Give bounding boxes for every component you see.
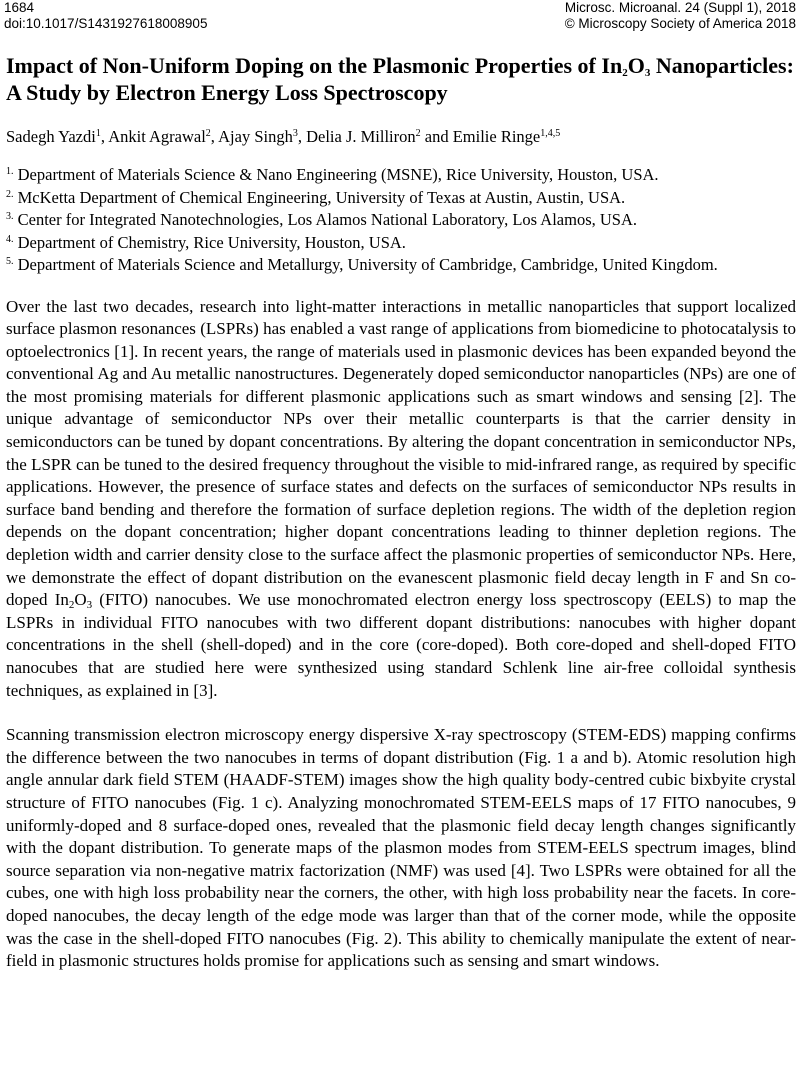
affiliation: $^{3.}$ Center for Integrated Nanotechnologies, Los Alamos National Laboratory, Los Alamos, USA. xyxy=(6,210,637,229)
body-paragraph-2: Scanning transmission electron microscopy energy dispersive X-ray spectroscopy (STEM-EDS) mapping confirms the difference between the two nanocubes in terms of dopant distribution (Fig. 1 a and b). Atomic resolution high angle annular dark field STEM (HAADF-STEM) images show the high quality body-centred cubic bixbyite crystal structure of FITO nanocubes (Fig. 1 c). Analyzing monochromated STEM-EELS maps of 17 FITO nanocubes, 9 uniformly-doped and 8 surface-doped ones, revealed that the plasmonic field decay length changes significantly with the dopant distribution. To generate maps of the plasmon modes from STEM-EELS spectrum images, blind source separation via non-negative matrix factorization (NMF) was used [4]. Two LSPRs were obtained for all the cubes, one with high loss probability near the corners, the other, with high loss probability near the facets. In core-doped nanocubes, the decay length of the edge mode was larger than that of the corner mode, while the opposite was the case in the shell-doped FITO nanocubes (Fig. 2). This ability to chemically manipulate the extent of near-field in plasmonic structures holds promise for applications such as sensing and smart windows. xyxy=(6,725,796,971)
affiliation: $^{2.}$ McKetta Department of Chemical Engineering, University of Texas at Austin, Austin, USA. xyxy=(6,187,626,207)
author: Ankit Agrawal$^2$, xyxy=(108,127,219,146)
page-number: 1684 xyxy=(4,0,35,15)
copyright: © Microscopy Society of America 2018 xyxy=(564,16,796,31)
header-right xyxy=(565,0,796,32)
page-header xyxy=(4,0,796,34)
author: Emilie Ringe$^{1,4,5}$ xyxy=(452,127,561,146)
article xyxy=(6,52,796,995)
affiliation: $^{4.}$ Department of Chemistry, Rice University, Houston, USA. xyxy=(6,232,406,252)
header-left xyxy=(4,0,207,32)
author-list xyxy=(6,126,796,148)
author: Sadegh Yazdi$^1$, xyxy=(6,127,109,146)
affiliations xyxy=(6,164,796,277)
article-title: Impact of Non-Uniform Doping on the Plasmonic Properties of $In_2O_3$ Nanoparticles: A Study by Electron Energy Loss Spectroscopy xyxy=(6,53,794,105)
journal-citation: Microsc. Microanal. 24 (Suppl 1), 2018 xyxy=(564,0,796,15)
author: Delia J. Milliron$^2$ and xyxy=(306,127,453,146)
body-paragraph-1: Over the last two decades, research into light-matter interactions in metallic nanoparticles that support localized surface plasmon resonances (LSPRs) has enabled a vast range of applications from biomedicine to photocatalysis to optoelectronics [1]. In recent years, the range of materials used in plasmonic devices has been expanded beyond the conventional Ag and Au metallic nanostructures. Degenerately doped semiconductor nanoparticles (NPs) are one of the most promising materials for different plasmonic applications such as smart windows and sensing [2]. The unique advantage of semiconductor NPs over their metallic counterparts is that the carrier density in semiconductors can be tuned by dopant concentrations. By altering the dopant concentration in semiconductor NPs, the LSPR can be tuned to the desired frequency throughout the visible to mid-infrared range, as required by specific applications. However, the presence of surface states and defects on the surfaces of semiconductor NPs results in surface band bending and therefore the formation of surface depletion regions. The width of the depletion region depends on the dopant concentration; higher dopant concentrations leading to thinner depletion regions. The depletion width and carrier density close to the surface affect the plasmonic properties of semiconductor NPs. Here, we demonstrate the effect of dopant distribution on the evanescent plasmonic field decay length in F and Sn co-doped $In_2O_3$ (FITO) nanocubes. We use monochromated electron energy loss spectroscopy (EELS) to map the LSPRs in individual FITO nanocubes with two different dopant distributions: nanocubes with higher dopant concentrations in the shell (shell-doped) and in the core (core-doped). Both core-doped and shell-doped FITO nanocubes that are studied here were synthesized using standard Schlenk line air-free colloidal synthesis techniques, as explained in [3]. xyxy=(6,296,796,700)
doi: doi:10.1017/S1431927618008905 xyxy=(4,16,208,31)
author: Ajay Singh$^3$, xyxy=(218,127,307,146)
affiliation: $^{5.}$ Department of Materials Science and Metallurgy, University of Cambridge, Cambridge, United Kingdom. xyxy=(6,255,718,274)
affiliation: $^{1.}$ Department of Materials Science & Nano Engineering (MSNE), Rice University, Houston, USA. xyxy=(6,165,659,184)
